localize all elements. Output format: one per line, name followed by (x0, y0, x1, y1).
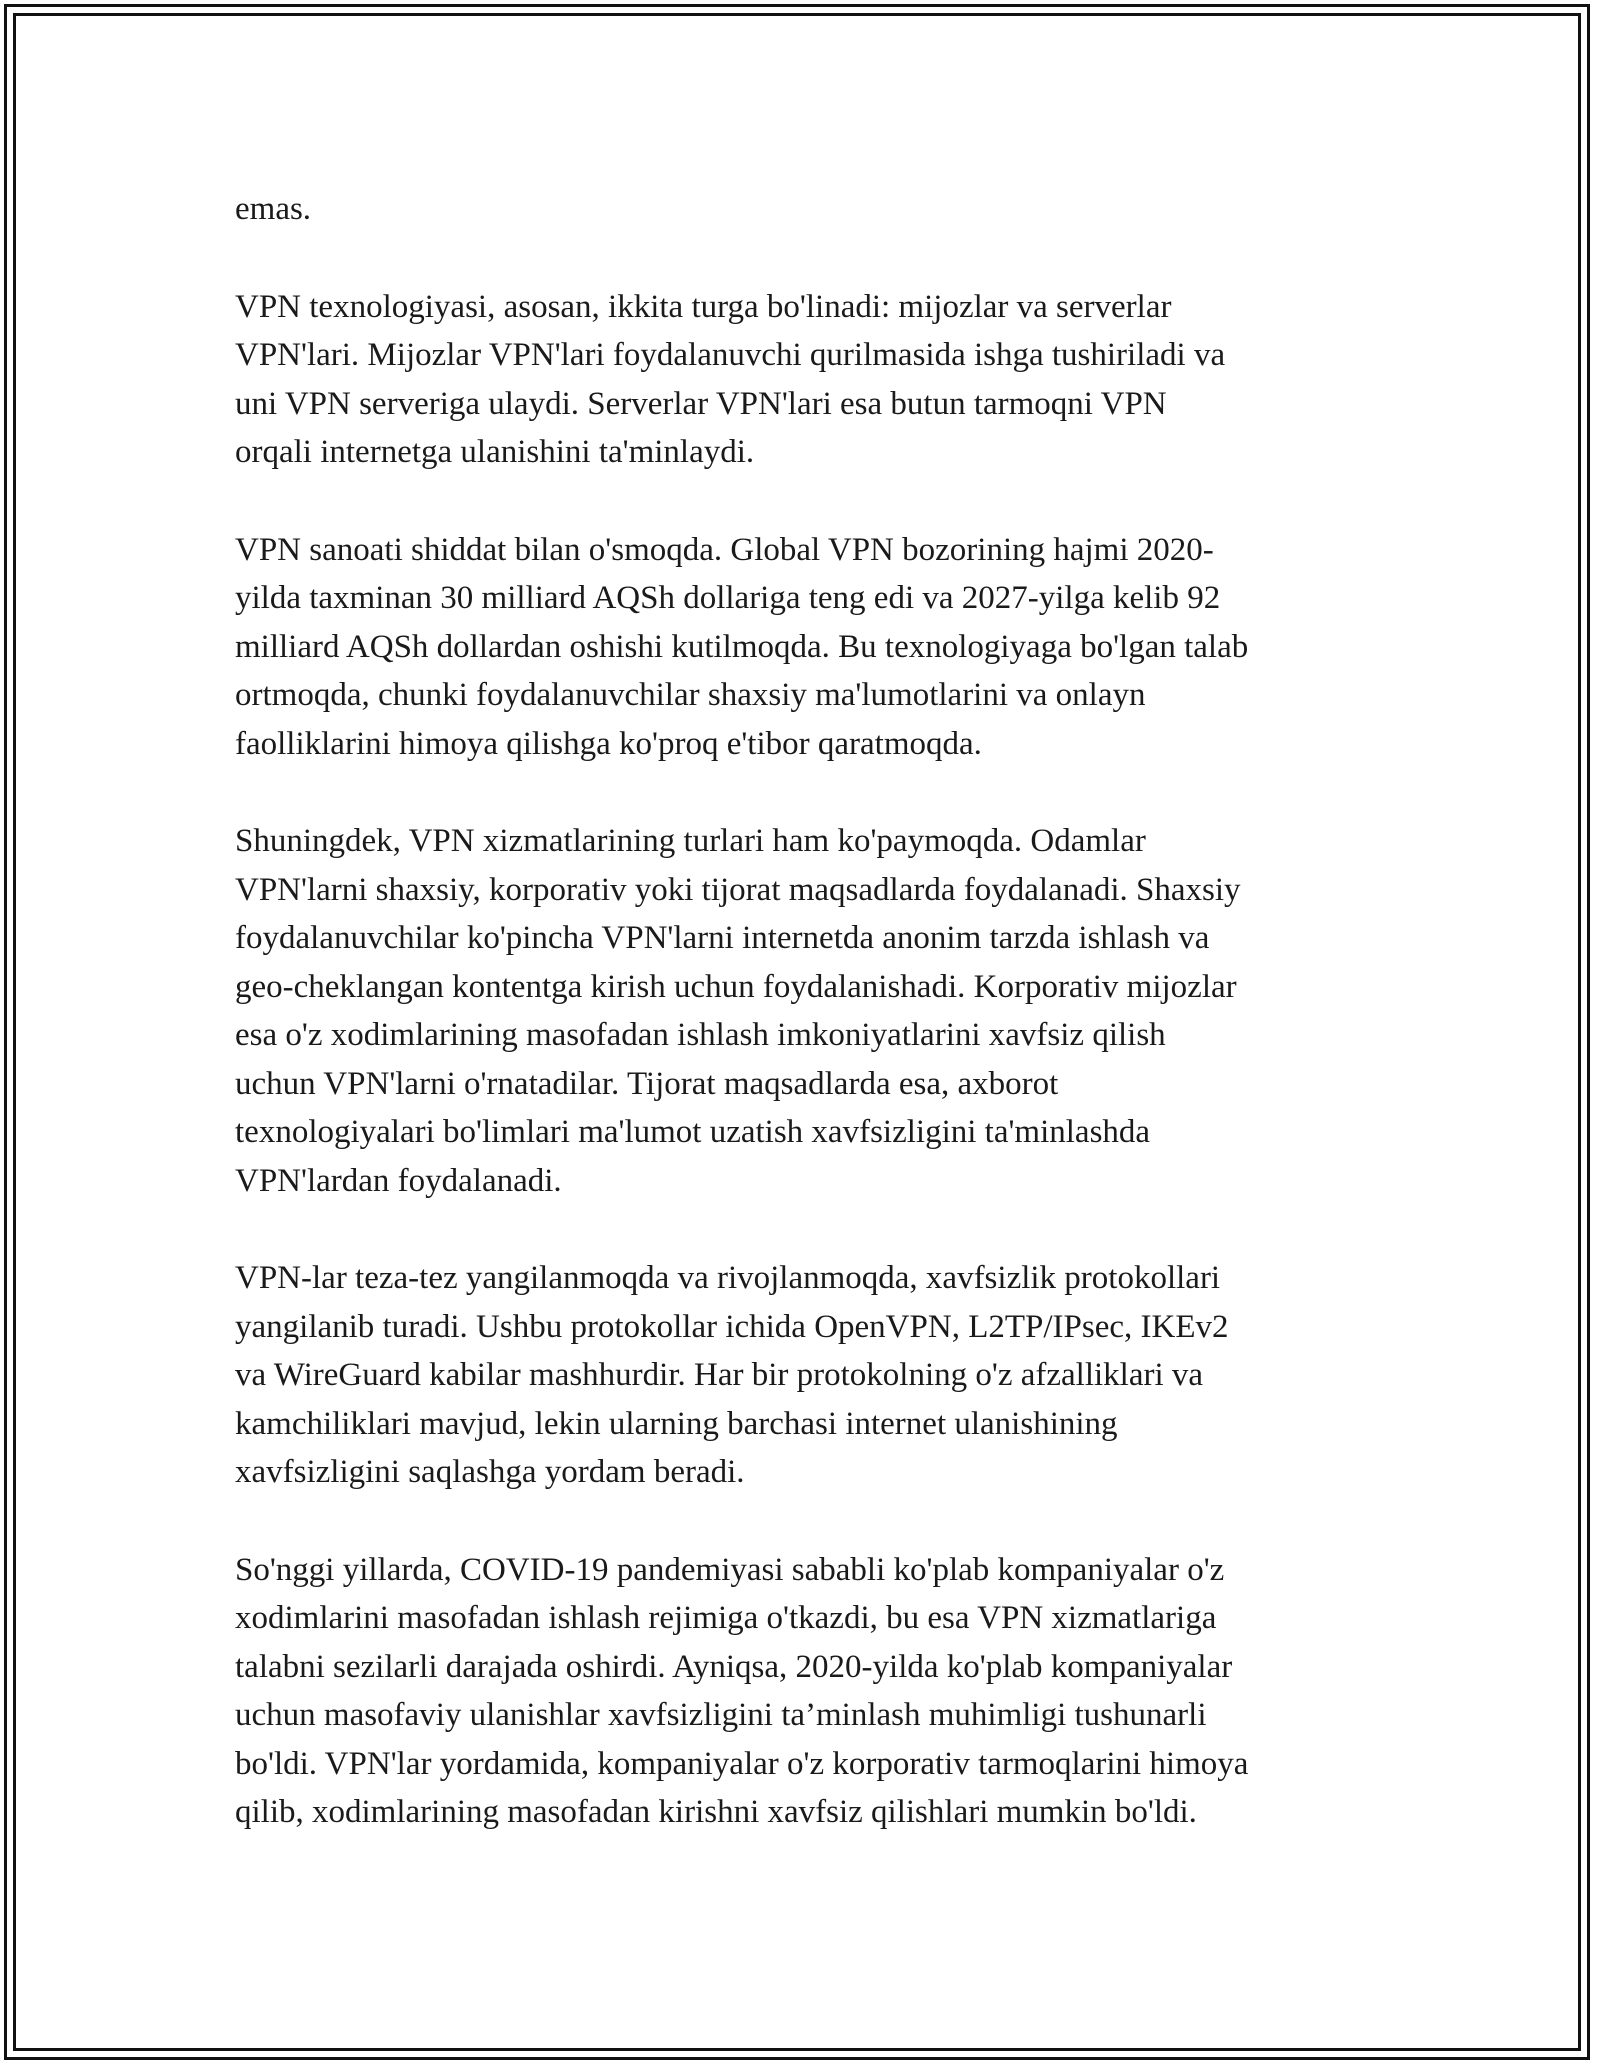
paragraph-3: VPN sanoati shiddat bilan o'smoqda. Global VPN bozorining hajmi 2020- yilda taxminan 30 milliard AQSh dollariga teng edi va 2027-yilga kelib 92 milliard AQSh dollardan oshishi kutilmoqda. Bu texnologiyaga bo'lgan talab ortmoqda, chunki foydalanuvchilar shaxsiy ma'lumotlarini va onlayn faolliklarini himoya qilishga ko'proq e'tibor qaratmoqda. (235, 531, 1249, 762)
paragraph-5: VPN-lar teza-tez yangilanmoqda va rivojlanmoqda, xavfsizlik protokollari yangilanib turadi. Ushbu protokollar ichida OpenVPN, L2TP/IPsec, IKEv2 va WireGuard kabilar mashhurdir. Har bir protokolning o'z afzalliklari va kamchiliklari mavjud, lekin ularning barchasi internet ulanishining xavfsizligini saqlashga yordam beradi. (235, 1260, 1229, 1490)
paragraph-6: So'nggi yillarda, COVID-19 pandemiyasi sababli ko'plab kompaniyalar o'z xodimlarini masofadan ishlash rejimiga o'tkazdi, bu esa VPN xizmatlariga talabni sezilarli darajada oshirdi. Ayniqsa, 2020-yilda ko'plab kompaniyalar uchun masofaviy ulanishlar xavfsizligini ta’minlash muhimligi tushunarli bo'ldi. VPN'lar yordamida, kompaniyalar o'z korporativ tarmoqlarini himoya qilib, xodimlarining masofadan kirishni xavfsiz qilishlari mumkin bo'ldi. (235, 1551, 1249, 1830)
paragraph-2: VPN texnologiyasi, asosan, ikkita turga bo'linadi: mijozlar va serverlar VPN'lari. Mijozlar VPN'lari foydalanuvchi qurilmasida ishga tushiriladi va uni VPN serveriga ulaydi. Serverlar VPN'lari esa butun tarmoqni VPN orqali internetga ulanishini ta'minlaydi. (235, 288, 1226, 470)
document-body (235, 185, 1365, 1886)
paragraph-4: Shuningdek, VPN xizmatlarining turlari ham ko'paymoqda. Odamlar VPN'larni shaxsiy, korporativ yoki tijorat maqsadlarda foydalanadi. Shaxsiy foydalanuvchilar ko'pincha VPN'larni internetda anonim tarzda ishlash va geo-cheklangan kontentga kirish uchun foydalanishadi. Korporativ mijozlar esa o'z xodimlarining masofadan ishlash imkoniyatlarini xavfsiz qilish uchun VPN'larni o'rnatadilar. Tijorat maqsadlarda esa, axborot texnologiyalari bo'limlari ma'lumot uzatish xavfsizligini ta'minlashda VPN'lardan foydalanadi. (235, 823, 1241, 1199)
paragraph-1: emas. (235, 191, 312, 227)
